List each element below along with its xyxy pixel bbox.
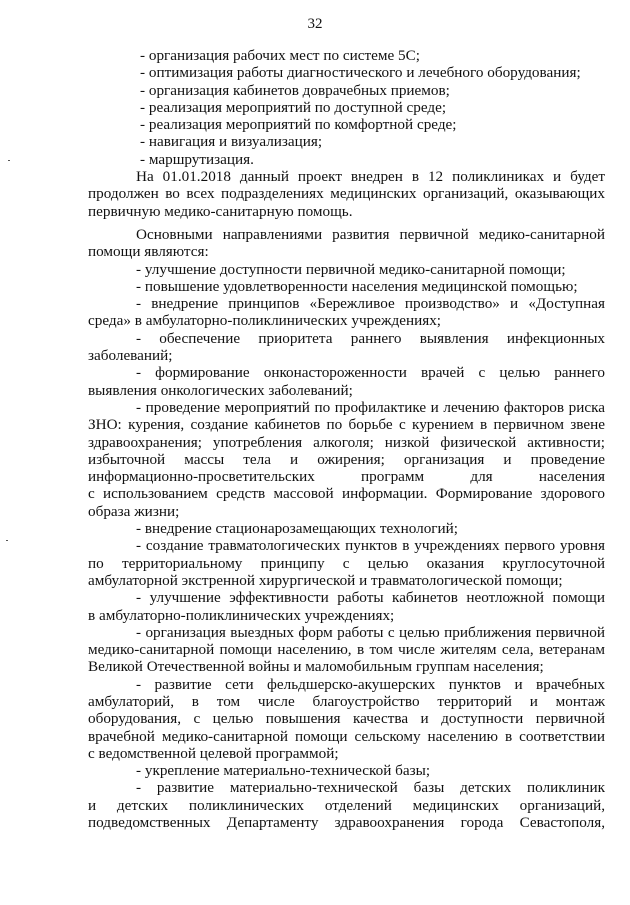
text-line: - развитие сети фельдшерско-акушерских пунктов и врачебных (136, 675, 605, 693)
text-line: в амбулаторно-поликлинических учреждениях; (88, 606, 395, 624)
text-line: информационно-просветительских программ для населения (88, 468, 605, 486)
text-line: - организация выездных форм работы с целью приближения первичной (136, 623, 605, 641)
text-line: выявления онкологических заболеваний; (88, 381, 353, 399)
text-line: амбулаторной экстренной хирургической и травматологической помощи; (88, 571, 563, 589)
text-line: продолжен во всех подразделениях медицинских организаций, оказывающих (88, 185, 605, 203)
text-line: с использованием средств массовой информации. Формирование здорового (88, 485, 605, 503)
text-line: врачебной медико-санитарной помощи сельскому населению в соответствии (88, 727, 605, 745)
document-body (88, 47, 605, 831)
text-line: - реализация мероприятий по доступной среде; (140, 98, 447, 116)
text-line: - повышение удовлетворенности населения медицинской помощью; (136, 277, 578, 295)
text-line: - развитие материально-технической базы детских поликлиник (136, 779, 605, 797)
text-line: - проведение мероприятий по профилактике и лечению факторов риска (136, 398, 605, 416)
text-line: - создание травматологических пунктов в учреждениях первого уровня (136, 537, 605, 555)
text-line: амбулаторий, в том числе благоустройство территорий и монтаж (88, 692, 605, 710)
text-line: среда» в амбулаторно-поликлинических учреждениях; (88, 312, 442, 330)
text-line: На 01.01.2018 данный проект внедрен в 12 поликлиниках и будет (136, 168, 605, 186)
text-line: первичную медико-санитарную помощь. (88, 202, 353, 220)
text-line: - внедрение принципов «Бережливое производство» и «Доступная (136, 295, 605, 313)
text-line: помощи являются: (88, 243, 209, 261)
text-line: Основными направлениями развития первичной медико-санитарной (136, 225, 605, 243)
text-line: оборудования, с целью повышения качества и доступности первичной (88, 710, 605, 728)
text-line: - формирование онконастороженности врачей с целью раннего (136, 364, 605, 382)
text-line: подведомственных Департаменту здравоохранения города Севастополя, (88, 814, 605, 832)
text-line: медико-санитарной помощи населению, в том числе жителям села, ветеранам (88, 641, 605, 659)
scan-mark (8, 160, 10, 161)
text-line: образа жизни; (88, 502, 180, 520)
text-line: и детских поликлинических отделений медицинских организаций, (88, 796, 605, 814)
text-line: - реализация мероприятий по комфортной среде; (140, 116, 457, 134)
text-line: - организация рабочих мест по системе 5С; (140, 47, 420, 64)
page-number: 32 (307, 16, 323, 32)
text-line: - организация кабинетов доврачебных приемов; (140, 81, 450, 99)
text-line: - навигация и визуализация; (140, 133, 323, 151)
text-line: с ведомственной целевой программой; (88, 744, 339, 762)
text-line: по территориальному принципу с целью оказания круглосуточной (88, 554, 605, 572)
text-line: избыточной массы тела и ожирения; организация и проведение (88, 450, 605, 468)
text-line: - укрепление материально-технической базы; (136, 762, 431, 780)
text-line: - улучшение эффективности работы кабинетов неотложной помощи (136, 589, 605, 607)
text-line: заболеваний; (88, 347, 173, 365)
text-line: - внедрение стационарозамещающих технологий; (136, 520, 459, 538)
text-line: - улучшение доступности первичной медико-санитарной помощи; (136, 260, 566, 278)
scan-mark (6, 540, 8, 541)
text-line: - обеспечение приоритета раннего выявления инфекционных (136, 329, 605, 347)
text-line: Великой Отечественной войны и маломобильным группам населения; (88, 658, 544, 676)
text-line: - маршрутизация. (140, 150, 254, 168)
text-line: здравоохранения; употребления алкоголя; низкой физической активности; (88, 433, 605, 451)
text-line: - оптимизация работы диагностического и лечебного оборудования; (140, 64, 581, 82)
text-line: ЗНО: курения, создание кабинетов по борьбе с курением в первичном звене (88, 416, 605, 434)
